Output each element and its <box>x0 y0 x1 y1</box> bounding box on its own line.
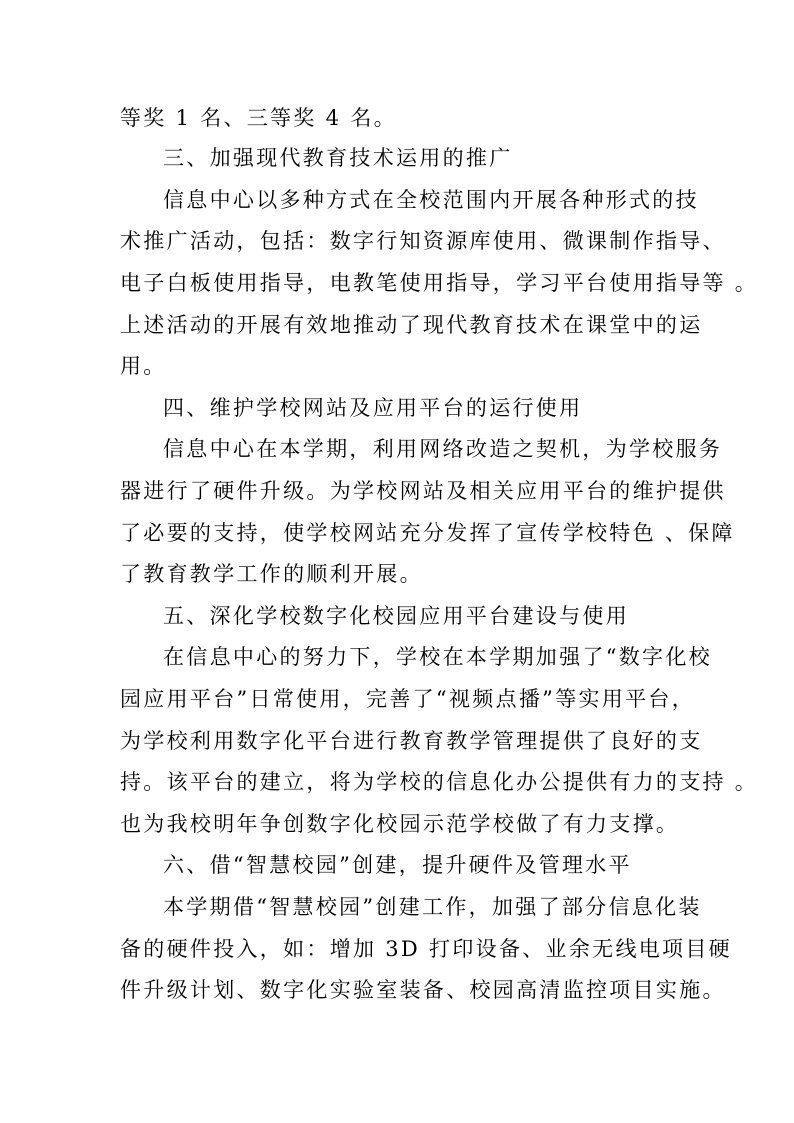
text-line: 等奖 1 名、三等奖 4 名。 <box>120 106 397 130</box>
text-line: 在信息中心的努力下，学校在本学期加强了“数字化校 <box>163 645 712 669</box>
section-heading: 六、借“智慧校园”创建，提升硬件及管理水平 <box>163 853 632 877</box>
text-line: 也为我校明年争创数字化校园示范学校做了有力支撑。 <box>120 812 680 836</box>
text-line: 电子白板使用指导，电教笔使用指导，学习平台使用指导等 。 <box>120 271 759 295</box>
text-line: 上述活动的开展有效地推动了现代教育技术在课堂中的运 <box>120 313 703 337</box>
text-line: 件升级计划、数字化实验室装备、校园高清监控项目实施。 <box>120 978 726 1002</box>
section-heading: 五、深化学校数字化校园应用平台建设与使用 <box>163 604 629 628</box>
text-line: 为学校利用数字化平台进行教育教学管理提供了良好的支 <box>120 729 703 753</box>
text-line: 园应用平台”日常使用，完善了“视频点播”等实用平台， <box>120 687 696 711</box>
text-line: 了教育教学工作的顺利开展。 <box>120 562 423 586</box>
section-heading: 三、加强现代教育技术运用的推广 <box>163 146 513 170</box>
text-line: 信息中心在本学期，利用网络改造之契机，为学校服务 <box>163 437 723 461</box>
text-line: 了必要的支持，使学校网站充分发挥了宣传学校特色 、保障 <box>120 521 735 545</box>
text-line: 器进行了硬件升级。为学校网站及相关应用平台的维护提供 <box>120 479 726 503</box>
text-line: 持。该平台的建立，将为学校的信息化办公提供有力的支持 。 <box>120 770 759 794</box>
section-heading: 四、维护学校网站及应用平台的运行使用 <box>163 396 583 420</box>
text-line: 术推广活动，包括：数字行知资源库使用、微课制作指导、 <box>120 229 726 253</box>
text-line: 备的硬件投入，如：增加 3D 打印设备、业余无线电项目硬 <box>120 937 732 961</box>
text-line: 本学期借“智慧校园”创建工作，加强了部分信息化装 <box>163 895 702 919</box>
text-line: 信息中心以多种方式在全校范围内开展各种形式的技 <box>163 188 699 212</box>
text-line: 用。 <box>120 354 167 378</box>
